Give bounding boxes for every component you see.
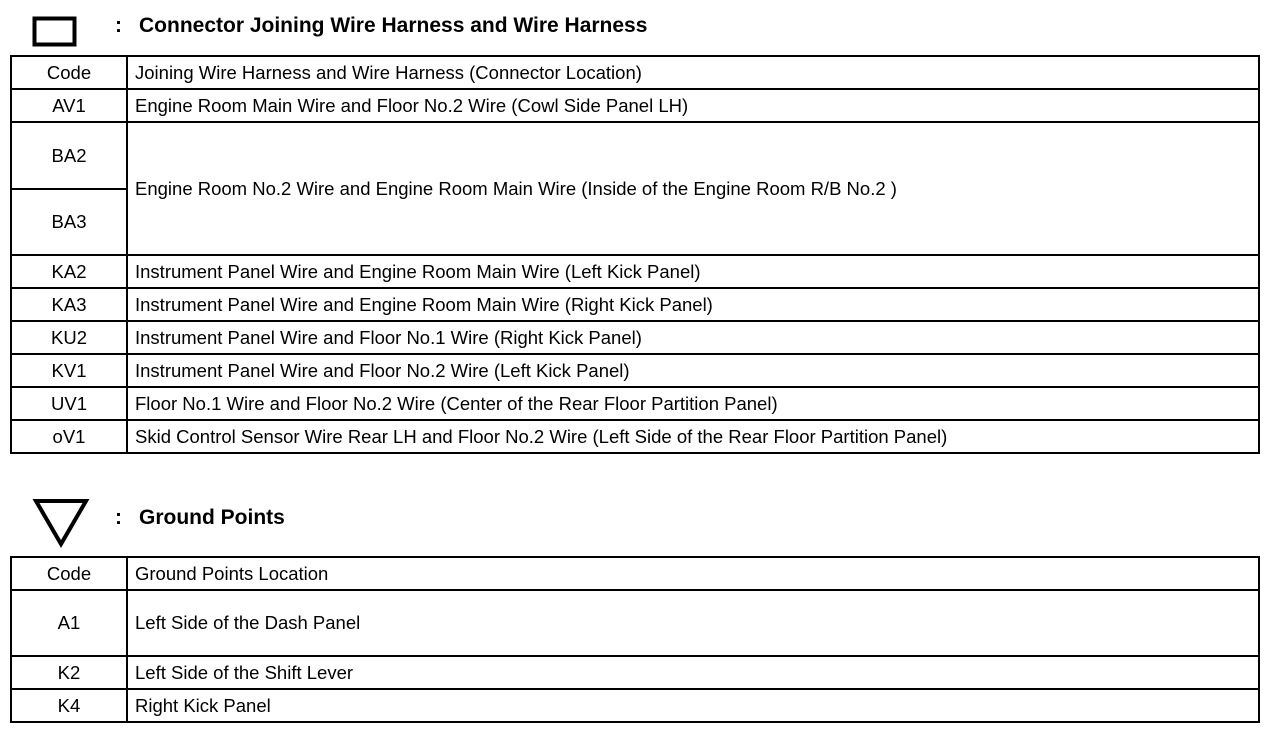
- ground-code: K2: [11, 656, 127, 689]
- ground-location: Left Side of the Shift Lever: [127, 656, 1259, 689]
- connector-code: AV1: [11, 89, 127, 122]
- connector-code: BA2: [11, 122, 127, 189]
- ground-code: A1: [11, 590, 127, 656]
- table-row: [11, 354, 1259, 387]
- ground-section-header: [0, 496, 1280, 536]
- connector-location: Instrument Panel Wire and Floor No.2 Wire (Left Kick Panel): [127, 354, 1259, 387]
- table-row: [11, 255, 1259, 288]
- table-row: [11, 590, 1259, 656]
- ground-location: Right Kick Panel: [127, 689, 1259, 722]
- table-row: [11, 689, 1259, 722]
- table-row: [11, 89, 1259, 122]
- connector-section-colon: :: [115, 14, 122, 37]
- connector-location: Floor No.1 Wire and Floor No.2 Wire (Center of the Rear Floor Partition Panel): [127, 387, 1259, 420]
- ground-location-column-header: Ground Points Location: [127, 557, 1259, 590]
- connector-location: Instrument Panel Wire and Engine Room Main Wire (Left Kick Panel): [127, 255, 1259, 288]
- table-row: [11, 387, 1259, 420]
- connector-code: KA2: [11, 255, 127, 288]
- ground-section-colon: :: [115, 506, 122, 529]
- connector-code: KU2: [11, 321, 127, 354]
- connector-code: KV1: [11, 354, 127, 387]
- connector-location: Instrument Panel Wire and Engine Room Main Wire (Right Kick Panel): [127, 288, 1259, 321]
- connector-code: oV1: [11, 420, 127, 453]
- table-row: [11, 420, 1259, 453]
- connector-table-header-row: [11, 56, 1259, 89]
- ground-section-title: Ground Points: [139, 506, 285, 529]
- connector-table: [10, 55, 1260, 454]
- ground-triangle-icon: [32, 498, 92, 548]
- connector-square-icon: [32, 16, 78, 48]
- connector-location: Instrument Panel Wire and Floor No.1 Wire (Right Kick Panel): [127, 321, 1259, 354]
- table-row: [11, 288, 1259, 321]
- connector-location: Skid Control Sensor Wire Rear LH and Floor No.2 Wire (Left Side of the Rear Floor Partition Panel): [127, 420, 1259, 453]
- connector-section-title: Connector Joining Wire Harness and Wire Harness: [139, 14, 648, 37]
- table-row: [11, 656, 1259, 689]
- ground-table: [10, 556, 1260, 723]
- connector-code: BA3: [11, 189, 127, 255]
- code-column-header: Code: [11, 557, 127, 590]
- connector-code: UV1: [11, 387, 127, 420]
- connector-location-column-header: Joining Wire Harness and Wire Harness (Connector Location): [127, 56, 1259, 89]
- ground-table-header-row: [11, 557, 1259, 590]
- ground-code: K4: [11, 689, 127, 722]
- ground-location: Left Side of the Dash Panel: [127, 590, 1259, 656]
- connector-code: KA3: [11, 288, 127, 321]
- connector-location: Engine Room No.2 Wire and Engine Room Main Wire (Inside of the Engine Room R/B No.2 ): [127, 122, 1259, 255]
- connector-location: Engine Room Main Wire and Floor No.2 Wire (Cowl Side Panel LH): [127, 89, 1259, 122]
- table-row: [11, 122, 1259, 189]
- table-row: [11, 321, 1259, 354]
- code-column-header: Code: [11, 56, 127, 89]
- connector-section-header: [0, 6, 1280, 46]
